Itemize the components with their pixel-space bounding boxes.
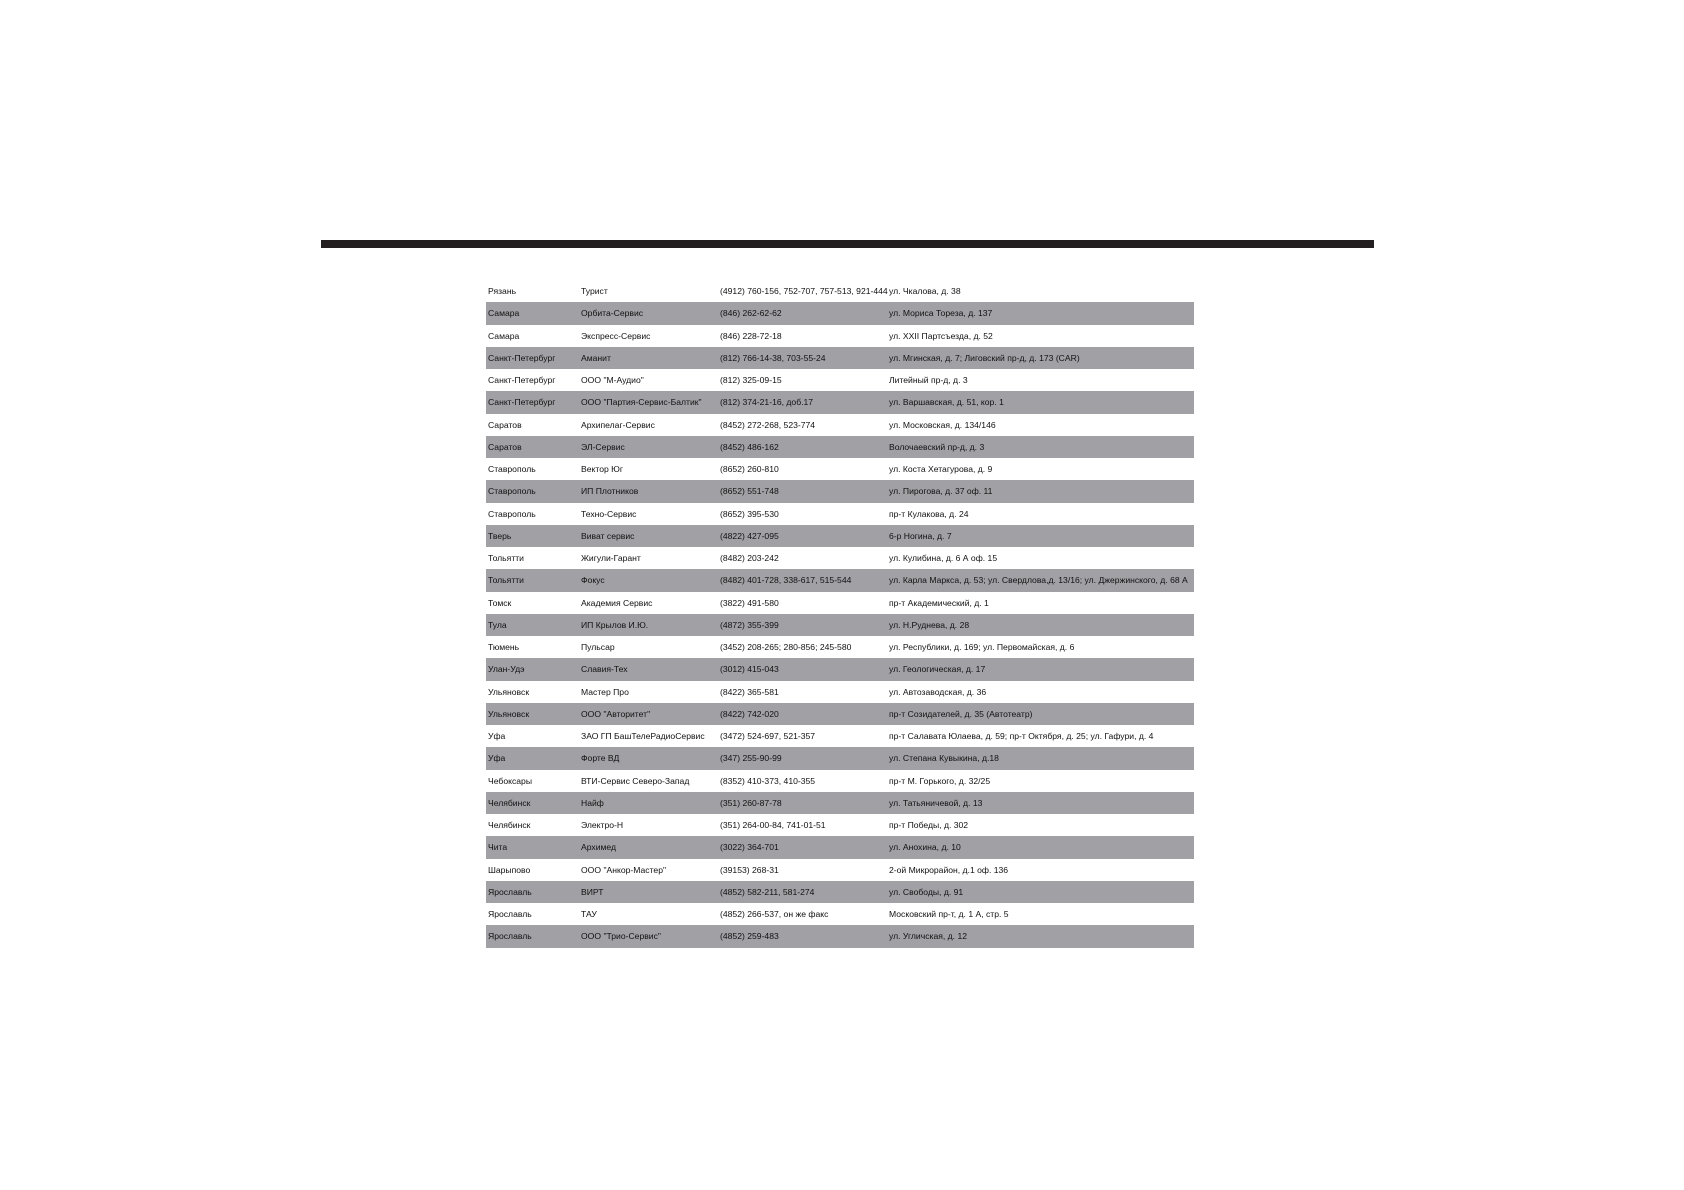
table-row (486, 636, 1194, 658)
city-cell: Тольятти (488, 553, 524, 563)
company-cell: Мастер Про (581, 686, 629, 697)
city-cell: Ульяновск (488, 686, 530, 697)
city-cell: Ставрополь (488, 464, 536, 474)
address-cell: ул. Коста Хетагурова, д. 9 (889, 464, 993, 474)
address-cell: ул. Автозаводская, д. 36 (889, 686, 987, 697)
address-cell: пр-т Академический, д. 1 (889, 597, 989, 608)
address-cell: пр-т Созидателей, д. 35 (Автотеатр) (889, 708, 1033, 719)
table-row (486, 325, 1194, 347)
phone-cell: (351) 260-87-78 (720, 797, 782, 808)
table-row (486, 903, 1194, 925)
address-cell: ул. Степана Кувыкина, д.18 (889, 753, 999, 764)
table-row (486, 836, 1194, 858)
company-cell: Жигули-Гарант (581, 553, 641, 563)
address-cell: 6-р Ногина, д. 7 (889, 530, 952, 541)
phone-cell: (3022) 364-701 (720, 842, 779, 853)
city-cell: Уфа (488, 731, 506, 741)
address-cell: пр-т М. Горького, д. 32/25 (889, 775, 991, 786)
address-cell: ул. Анохина, д. 10 (889, 842, 961, 853)
phone-cell: (846) 262-62-62 (720, 308, 782, 319)
company-cell: ООО "Трио-Сервис" (581, 931, 661, 942)
table-row (486, 436, 1194, 458)
phone-cell: (347) 255-90-99 (720, 753, 782, 764)
address-cell: ул. Республики, д. 169; ул. Первомайская, д. 6 (889, 642, 1075, 652)
phone-cell: (4872) 355-399 (720, 619, 779, 630)
table-row (486, 347, 1194, 369)
address-cell: пр-т Победы, д. 302 (889, 820, 969, 830)
address-cell: 2-ой Микрорайон, д.1 оф. 136 (889, 864, 1009, 875)
company-cell: Орбита-Сервис (581, 308, 644, 319)
city-cell: Чита (488, 842, 508, 853)
table-row (486, 925, 1194, 947)
phone-cell: (8652) 551-748 (720, 486, 779, 497)
phone-cell: (8482) 401-728, 338-617, 515-544 (720, 575, 852, 586)
phone-cell: (8452) 486-162 (720, 441, 779, 452)
phone-cell: (812) 325-09-15 (720, 375, 782, 385)
table-row (486, 547, 1194, 569)
city-cell: Улан-Удэ (488, 664, 525, 675)
address-cell: ул. Геологическая, д. 17 (889, 664, 986, 675)
table-row (486, 369, 1194, 391)
company-cell: Виват сервис (581, 530, 635, 541)
city-cell: Санкт-Петербург (488, 397, 556, 408)
city-cell: Челябинск (488, 797, 531, 808)
table-row (486, 280, 1194, 302)
table-row (486, 747, 1194, 769)
address-cell: Литейный пр-д, д. 3 (889, 375, 968, 385)
table-row (486, 658, 1194, 680)
city-cell: Саратов (488, 441, 522, 452)
phone-cell: (8482) 203-242 (720, 553, 779, 563)
table-row (486, 525, 1194, 547)
city-cell: Ярославль (488, 886, 532, 897)
table-row (486, 391, 1194, 413)
table-row (486, 725, 1194, 747)
city-cell: Ульяновск (488, 708, 530, 719)
address-cell: Московский пр-т, д. 1 А, стр. 5 (889, 909, 1009, 919)
company-cell: ВТИ-Сервис Северо-Запад (581, 775, 690, 786)
phone-cell: (4912) 760-156, 752-707, 757-513, 921-444 (720, 286, 888, 296)
company-cell: ООО "Авторитет" (581, 708, 651, 719)
phone-cell: (8652) 260-810 (720, 464, 779, 474)
phone-cell: (812) 766-14-38, 703-55-24 (720, 352, 826, 363)
table-row (486, 503, 1194, 525)
phone-cell: (3822) 491-580 (720, 597, 779, 608)
company-cell: Аманит (581, 352, 611, 363)
company-cell: Электро-Н (581, 820, 624, 830)
address-cell: ул. Мгинская, д. 7; Лиговский пр-д, д. 173 (CAR) (889, 352, 1080, 363)
city-cell: Самара (488, 330, 520, 341)
address-cell: ул. Угличская, д. 12 (889, 931, 968, 942)
table-row (486, 480, 1194, 502)
company-cell: ООО "Партия-Сервис-Балтик" (581, 397, 702, 408)
top-rule (321, 240, 1374, 248)
phone-cell: (8452) 272-268, 523-774 (720, 419, 816, 430)
table-row (486, 770, 1194, 792)
table-row (486, 681, 1194, 703)
service-centers-table (486, 280, 1194, 948)
company-cell: ИП Крылов И.Ю. (581, 619, 649, 630)
city-cell: Тула (488, 619, 507, 630)
table-row (486, 458, 1194, 480)
company-cell: Экспресс-Сервис (581, 330, 651, 341)
table-row (486, 614, 1194, 636)
phone-cell: (351) 264-00-84, 741-01-51 (720, 820, 826, 830)
address-cell: ул. Мориса Тореза, д. 137 (889, 308, 993, 319)
phone-cell: (3472) 524-697, 521-357 (720, 731, 816, 741)
table-row (486, 792, 1194, 814)
phone-cell: (8352) 410-373, 410-355 (720, 775, 816, 786)
company-cell: Славия-Тех (581, 664, 628, 675)
phone-cell: (812) 374-21-16, доб.17 (720, 397, 814, 408)
phone-cell: (3452) 208-265; 280-856; 245-580 (720, 642, 852, 652)
address-cell: ул. Кулибина, д. 6 А оф. 15 (889, 553, 998, 563)
city-cell: Томск (488, 597, 512, 608)
city-cell: Ярославль (488, 909, 532, 919)
address-cell: ул. Свободы, д. 91 (889, 886, 964, 897)
table-row (486, 569, 1194, 591)
company-cell: ЭЛ-Сервис (581, 441, 625, 452)
city-cell: Самара (488, 308, 520, 319)
company-cell: ЗАО ГП БашТелеРадиоСервис (581, 731, 705, 741)
city-cell: Тверь (488, 530, 512, 541)
phone-cell: (39153) 268-31 (720, 864, 779, 875)
address-cell: ул. XXII Партсъезда, д. 52 (889, 330, 993, 341)
company-cell: ИП Плотников (581, 486, 639, 497)
company-cell: Академия Сервис (581, 597, 653, 608)
address-cell: ул. Татьяничевой, д. 13 (889, 797, 983, 808)
phone-cell: (8652) 395-530 (720, 508, 779, 519)
table-row (486, 414, 1194, 436)
company-cell: Вектор Юг (581, 464, 623, 474)
city-cell: Санкт-Петербург (488, 375, 556, 385)
phone-cell: (8422) 365-581 (720, 686, 779, 697)
address-cell: ул. Чкалова, д. 38 (889, 286, 961, 296)
city-cell: Ставрополь (488, 508, 536, 519)
city-cell: Уфа (488, 753, 506, 764)
city-cell: Тюмень (488, 642, 520, 652)
address-cell: пр-т Салавата Юлаева, д. 59; пр-т Октября, д. 25; ул. Гафури, д. 4 (889, 731, 1154, 741)
phone-cell: (3012) 415-043 (720, 664, 779, 675)
city-cell: Ярославль (488, 931, 532, 942)
company-cell: Турист (581, 286, 608, 296)
city-cell: Рязань (488, 286, 517, 296)
company-cell: Фокус (581, 575, 605, 586)
table-row (486, 592, 1194, 614)
phone-cell: (846) 228-72-18 (720, 330, 782, 341)
city-cell: Чебоксары (488, 775, 533, 786)
city-cell: Ставрополь (488, 486, 536, 497)
company-cell: Техно-Сервис (581, 508, 637, 519)
address-cell: ул. Московская, д. 134/146 (889, 419, 996, 430)
table-row (486, 859, 1194, 881)
table-row (486, 703, 1194, 725)
city-cell: Санкт-Петербург (488, 352, 556, 363)
company-cell: Архипелаг-Сервис (581, 419, 655, 430)
table-row (486, 302, 1194, 324)
city-cell: Шарыпово (488, 864, 531, 875)
table-row (486, 881, 1194, 903)
company-cell: Форте ВД (581, 753, 620, 764)
address-cell: ул. Пирогова, д. 37 оф. 11 (889, 486, 993, 497)
company-cell: ТАУ (581, 909, 597, 919)
company-cell: ООО "М-Аудио" (581, 375, 644, 385)
company-cell: Пульсар (581, 642, 615, 652)
phone-cell: (4822) 427-095 (720, 530, 779, 541)
city-cell: Челябинск (488, 820, 531, 830)
address-cell: пр-т Кулакова, д. 24 (889, 508, 969, 519)
address-cell: ул. Н.Руднева, д. 28 (889, 619, 970, 630)
table-row (486, 814, 1194, 836)
phone-cell: (4852) 266-537, он же факс (720, 909, 829, 919)
company-cell: Найф (581, 797, 604, 808)
phone-cell: (4852) 582-211, 581-274 (720, 886, 815, 897)
address-cell: Волочаевский пр-д, д. 3 (889, 441, 985, 452)
address-cell: ул. Карла Маркса, д. 53; ул. Свердлова,д. 13/16; ул. Джержинского, д. 68 А (889, 575, 1188, 586)
company-cell: Архимед (581, 842, 617, 853)
company-cell: ВИРТ (581, 886, 604, 897)
phone-cell: (4852) 259-483 (720, 931, 779, 942)
phone-cell: (8422) 742-020 (720, 708, 779, 719)
city-cell: Тольятти (488, 575, 524, 586)
city-cell: Саратов (488, 419, 522, 430)
company-cell: ООО "Анкор-Мастер" (581, 864, 667, 875)
address-cell: ул. Варшавская, д. 51, кор. 1 (889, 397, 1004, 408)
